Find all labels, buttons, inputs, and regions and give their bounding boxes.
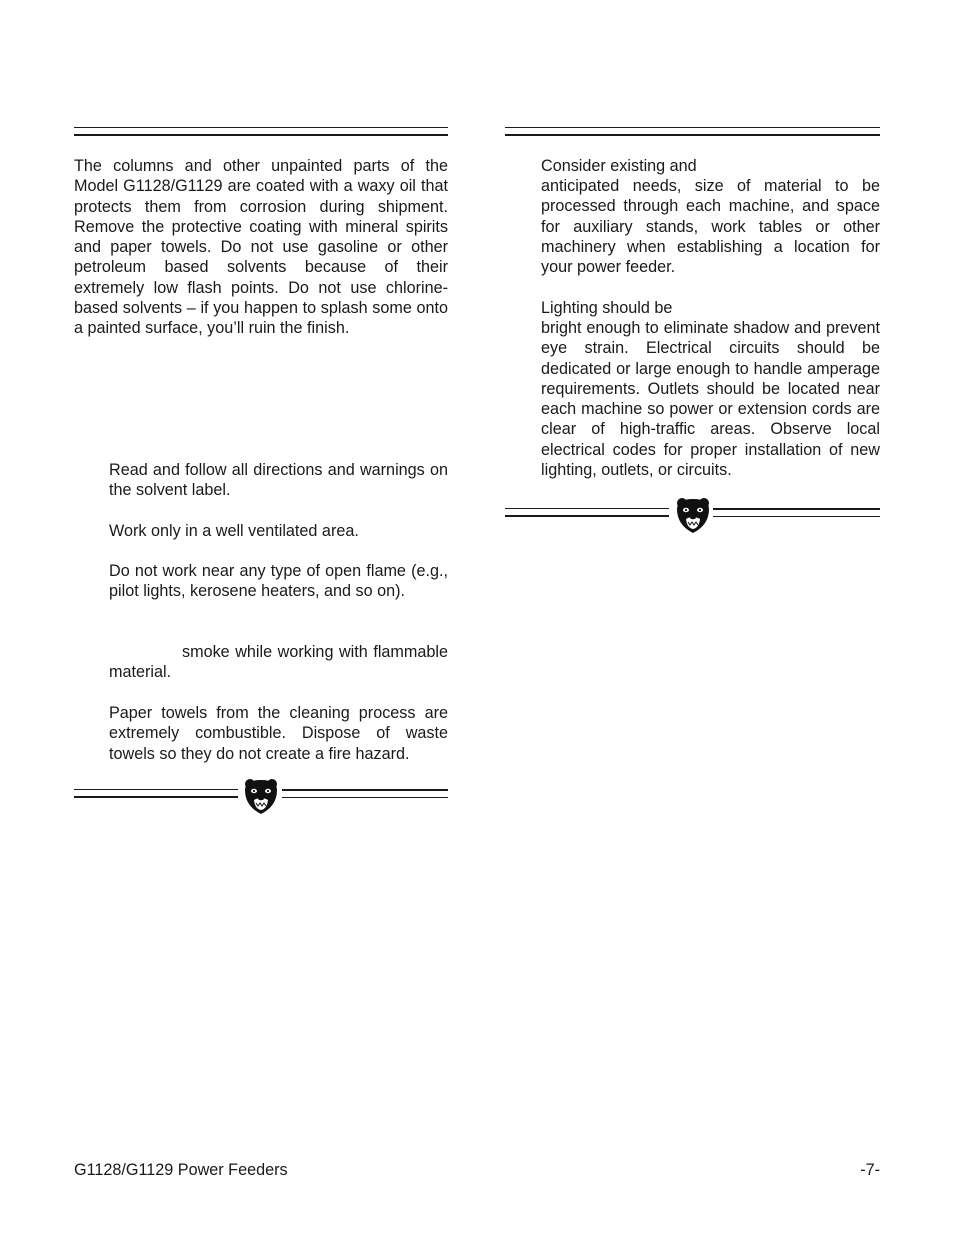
safety-item-5: Paper towels from the cleaning process are extremely combustible. Dispose of waste towels so they do not create a fire hazard.	[109, 704, 448, 763]
right-section-divider	[505, 495, 880, 535]
space-lead: Consider existing and	[541, 157, 697, 175]
space-paragraph: anticipated needs, size of material to be processed through each machine, and space for auxiliary stands, work tables or other machinery when establishing a location for your power feeder.	[541, 177, 880, 277]
right-header-rule	[505, 127, 880, 136]
safety-item-4: smoke while working with flammable material.	[109, 643, 448, 682]
safety-item-1: Read and follow all directions and warnings on the solvent label.	[109, 461, 448, 500]
lighting-lead: Lighting should be	[541, 299, 673, 317]
lighting-paragraph: bright enough to eliminate shadow and prevent eye strain. Electrical circuits should be dedicated or large enough to handle amperage requirements. Outlets should be located near each machine so power or extension cords are clear of high-traffic areas. Observe local electrical codes for proper installation of new lighting, outlets, or circuits.	[541, 319, 880, 480]
left-section-divider	[74, 776, 448, 816]
left-header-rule	[74, 127, 448, 136]
page-number: -7-	[860, 1161, 880, 1179]
safety-item-3: Do not work near any type of open flame (e.g., pilot lights, kerosene heaters, and so on).	[109, 562, 448, 601]
bear-head-icon	[673, 495, 713, 535]
safety-item-2: Work only in a well ventilated area.	[109, 522, 359, 540]
footer-title: G1128/G1129 Power Feeders	[74, 1161, 288, 1179]
cleaning-intro: The columns and other unpainted parts of the Model G1128/G1129 are coated with a waxy oil that protects them from corrosion during shipment. Remove the protective coating with mineral spirits and paper towels. Do not use gasoline or other petroleum based solvents because of their extremely low flash points. Do not use chlorine-based solvents – if you happen to splash some onto a painted surface, you’ll ruin the finish.	[74, 157, 448, 338]
bear-head-icon	[241, 776, 281, 816]
